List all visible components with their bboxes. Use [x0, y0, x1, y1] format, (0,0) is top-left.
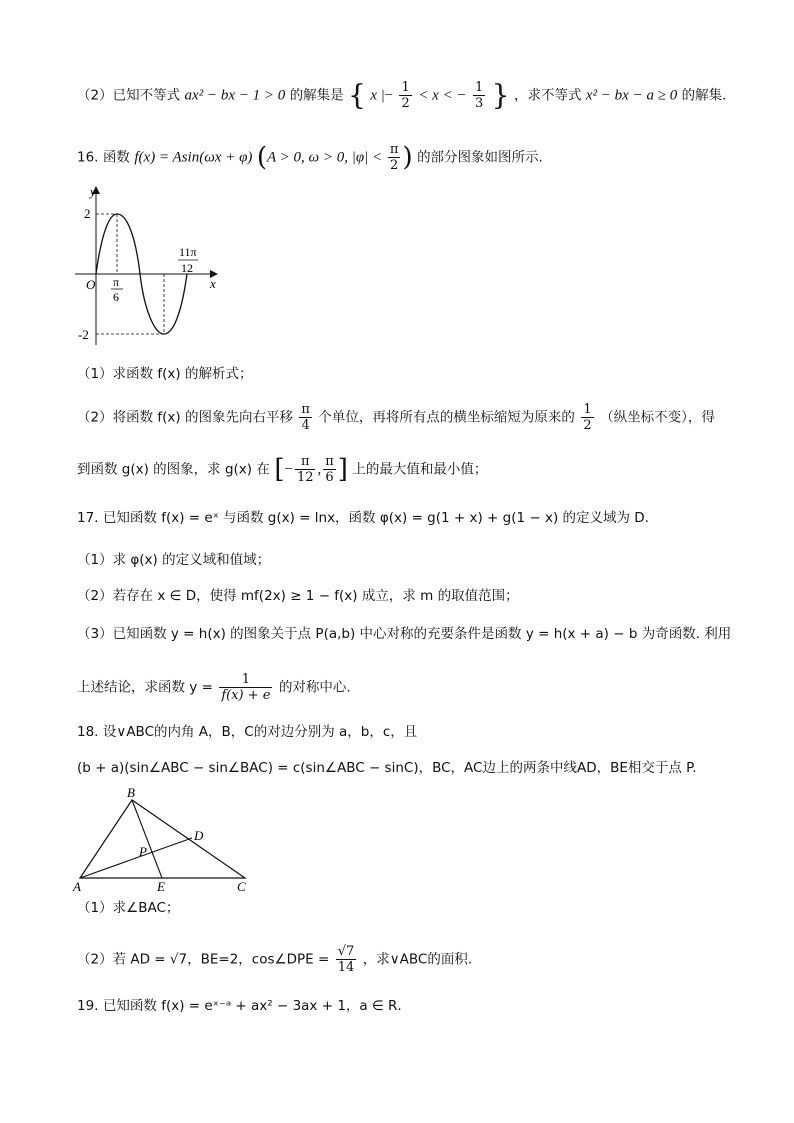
q17-text: 已知函数 f(x) = eˣ 与函数 g(x) = lnx，函数 φ(x) = g(1 + x) + g(1 − x) 的定义域为 D．	[102, 510, 659, 526]
q18-number: 18.	[77, 724, 99, 740]
label-P: P	[139, 844, 147, 859]
q17-part1: （1）求 φ(x) 的定义域和值域；	[77, 552, 271, 568]
graph-tick1-num: π	[113, 275, 120, 289]
q17-part3-cont: 上述结论，求函数 y = $\frac{1}{f(x) + e}$ 的对称中心.	[77, 672, 351, 703]
graph-tick2-num: 11π	[179, 245, 197, 259]
graph-origin-label: O	[86, 277, 96, 292]
q15-frac-half: $\frac{1}{2}$	[401, 80, 410, 111]
q18-part2: （2）若 AD = √7，BE=2，cos∠DPE = $\frac{√7}{14}$ ，求∨ABC的面积.	[77, 944, 473, 975]
q16-interval-a: $\frac{\pi}{12}$	[296, 454, 314, 485]
q17-frac: $\frac{1}{f(x) + e}$	[221, 672, 271, 703]
q16-part1: （1）求函数 f(x) 的解析式；	[77, 366, 253, 382]
q15-inequality2: x² − bx − a ≥ 0	[585, 87, 678, 104]
q17-part2: （2）若存在 x ∈ D，使得 mf(2x) ≥ 1 − f(x) 成立，求 m 的取值范围；	[77, 588, 519, 604]
label-B: B	[127, 788, 135, 800]
q18-triangle	[70, 788, 260, 896]
q15-tail1: ，求不等式	[513, 87, 582, 104]
q16-part2-cont: 到函数 g(x) 的图象，求 g(x) 在 [− $\frac{\pi}{12}$ , $\frac{\pi}{6}$ ] 上的最大值和最小值；	[77, 454, 488, 485]
q16-stem: 16. 函数 f(x) = Asin(ωx + φ) (A > 0, ω > 0, |φ| < $\frac{\pi}{2}$ ) 的部分图象如图所示.	[77, 142, 543, 173]
q18-text1: 设∨ABC的内角 A，B，C的对边分别为 a，b，c，且	[102, 724, 418, 740]
q17-stem	[77, 508, 658, 528]
q16-number: 16.	[77, 149, 99, 166]
q16-cond-frac: $\frac{\pi}{2}$	[389, 142, 399, 173]
q15-mid-text: 的解集是	[289, 87, 344, 104]
q17-part3: （3）已知函数 y = h(x) 的图象关于点 P(a,b) 中心对称的充要条件是函数 y = h(x + a) − b 为奇函数. 利用	[77, 626, 732, 642]
q18-part1: （1）求∠BAC；	[77, 900, 180, 916]
q16-scale-frac: $\frac{1}{2}$	[583, 402, 592, 433]
q16-condition: A > 0, ω > 0, |φ| <	[267, 149, 386, 166]
q16-graph	[70, 180, 230, 350]
graph-x-label: x	[210, 276, 216, 291]
graph-ymax-label: 2	[84, 206, 91, 221]
graph-tick1-den: 6	[113, 290, 119, 304]
graph-ymin-label: -2	[78, 327, 89, 342]
q15-part2-label: （2）已知不等式	[77, 87, 181, 104]
q16-interval-b: $\frac{\pi}{6}$	[325, 454, 334, 485]
q15-frac-third: $\frac{1}{3}$	[474, 80, 484, 111]
label-E: E	[157, 879, 165, 894]
q17-number: 17.	[77, 510, 99, 526]
q15-part2: （2）已知不等式 ax² − bx − 1 > 0 的解集是 { x |− $\frac{1}{2}$ < x < − $\frac{1}{3}$ } ，求不等式 x² − bx − a ≥ 0 的解集．	[77, 78, 736, 112]
q18-text2: (b + a)(sin∠ABC − sin∠BAC) = c(sin∠ABC − sinC)，BC，AC边上的两条中线AD，BE相交于点 P.	[77, 760, 697, 776]
q16-text1: 函数	[102, 149, 130, 166]
q19-text: 已知函数 f(x) = eˣ⁻ᵃ + ax² − 3ax + 1，a ∈ R．	[102, 998, 411, 1014]
q16-part2: （2）将函数 f(x) 的图象先向右平移 $\frac{\pi}{4}$ 个单位，再将所有点的横坐标缩短为原来的 $\frac{1}{2}$ （纵坐标不变），得	[77, 402, 715, 433]
q15-tail2: 的解集．	[681, 87, 736, 104]
q15-inequality: ax² − bx − 1 > 0	[184, 87, 286, 104]
q18-cos-frac: $\frac{√7}{14}$	[337, 944, 355, 975]
label-D: D	[194, 828, 204, 843]
label-C: C	[237, 879, 246, 894]
q16-text2: 的部分图象如图所示.	[417, 149, 543, 166]
q15-set-lt: < x < −	[418, 87, 467, 104]
q18-stem	[77, 722, 417, 742]
q16-shift-frac: $\frac{\pi}{4}$	[301, 402, 310, 433]
graph-y-label: y	[90, 184, 96, 199]
graph-tick2-den: 12	[181, 261, 193, 275]
q16-function: f(x) = Asin(ωx + φ)	[134, 149, 253, 166]
q19-number: 19.	[77, 998, 99, 1014]
q15-set-x: x	[370, 87, 378, 104]
q19-stem	[77, 996, 411, 1016]
label-A: A	[73, 879, 81, 894]
